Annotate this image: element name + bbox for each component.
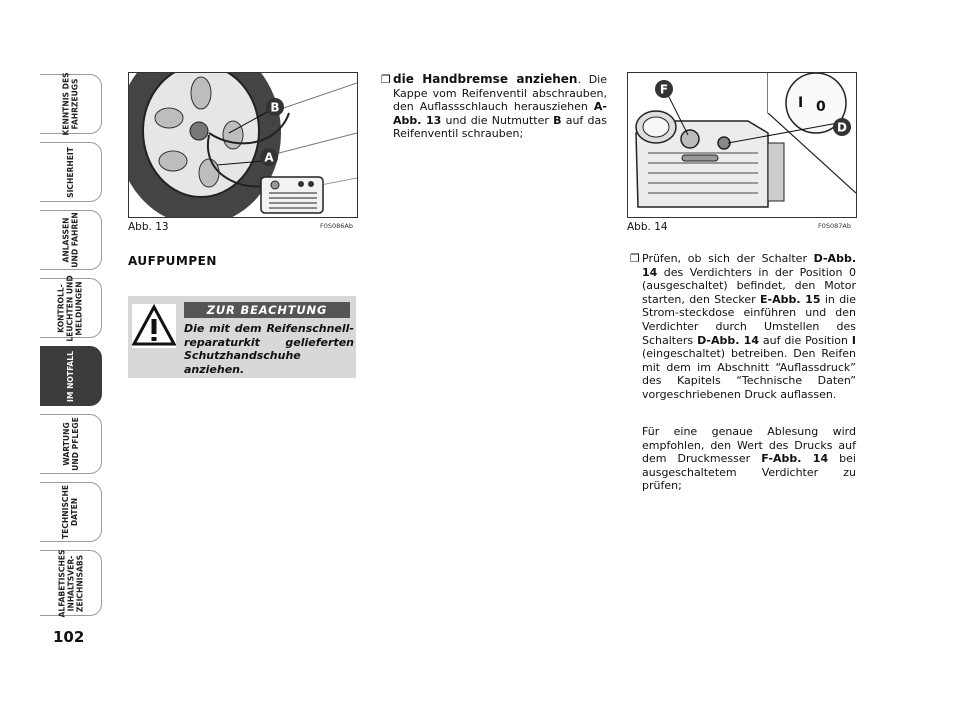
nav-tab-label: ALFABETISCHES INHALTSVER- ZEICHNISABS (57, 549, 85, 617)
text-run: und die Nutmutter (441, 113, 554, 127)
text-run: in die Strom-steckdose einführen und den Verdichter durch Umstellen des Schalters (642, 292, 856, 347)
nav-tab-index[interactable] (40, 550, 102, 616)
figure-reference: D-Abb. 14 (642, 252, 856, 279)
text-run: . Die Kappe vom Reifenventil abschrauben, den Auflassschlauch herausziehen (393, 73, 607, 114)
instruction-switch (630, 252, 856, 402)
nav-tab-label: WARTUNG UND PFLEGE (61, 417, 80, 471)
callout-a: A (264, 150, 274, 165)
callout-f: F (659, 82, 669, 97)
figure-reference: F-Abb. 14 (761, 452, 829, 466)
part-reference: B (553, 113, 562, 127)
checkbox-bullet-icon: ❒ (381, 73, 391, 86)
nav-tab-label: IM NOTFALL (65, 350, 75, 402)
page-number: 102 (53, 628, 85, 646)
callout-b: B (270, 100, 280, 115)
instruction-gauge (642, 425, 856, 493)
figure-reference: E-Abb. 15 (759, 292, 821, 306)
nav-tab-wartung[interactable] (40, 414, 102, 474)
switch-mark-on: I (798, 95, 804, 111)
text-run: bei ausgeschaltetem Verdichter zu prüfen; (642, 452, 856, 493)
text-run: (eingeschaltet) betreiben. Den Reifen mit dem im Abschnitt “Auflassdruck” des Kapitels “Technische Daten” vorgeschriebenen Druck auflassen. (642, 347, 856, 401)
section-heading: AUFPUMPEN (128, 254, 217, 268)
nav-tab-im-notfall[interactable] (40, 346, 102, 406)
warning-text-body: Die mit dem Reifenschnell-reparaturkit gelieferten Schutzhandschuhe anziehen. (184, 322, 354, 376)
figure-14-code: F0S087Ab (818, 222, 851, 230)
instruction-handbrake (381, 72, 607, 141)
figure-14-caption: Abb. 14 (627, 221, 668, 233)
warning-title: ZUR BEACHTUNG (184, 302, 350, 318)
warning-box (128, 296, 356, 378)
nav-tab-kenntnis[interactable] (40, 74, 102, 134)
switch-mark-off: 0 (816, 99, 826, 115)
figure-13-code: F0S086Ab (320, 222, 353, 230)
text-run: des Verdichters in der Position 0 (ausgeschaltet) befindet, den Motor starten, den Stecker (642, 265, 856, 306)
nav-tab-label: ANLASSEN UND FAHREN (61, 212, 80, 268)
nav-tab-technische-daten[interactable] (40, 482, 102, 542)
nav-tab-sicherheit[interactable] (40, 142, 102, 202)
instruction-handbrake-title: die Handbremse anziehen (393, 72, 578, 86)
nav-tab-label: TECHNISCHE DATEN (61, 484, 80, 540)
figure-14-image (627, 72, 857, 218)
nav-tab-label: SICHERHEIT (66, 146, 75, 198)
nav-tab-kontrollleuchten[interactable] (40, 274, 102, 342)
nav-tab-anlassen[interactable] (40, 210, 102, 270)
text-run: Für eine genaue Ablesung wird empfohlen, den Wert des Drucks auf dem Druckmesser (642, 425, 856, 466)
figure-13-image (128, 72, 358, 218)
figure-13-caption: Abb. 13 (128, 221, 169, 233)
text-run: auf das Reifenventil schrauben; (393, 113, 607, 141)
warning-text (132, 322, 354, 376)
figure-reference: A-Abb. 13 (393, 100, 607, 127)
nav-tab-label: KENNTNIS DES FAHRZEUGS (61, 72, 80, 136)
figure-reference: D-Abb. 14 (697, 333, 759, 347)
checkbox-bullet-icon: ❒ (630, 252, 640, 265)
position-reference: I (851, 333, 856, 347)
nav-tab-label: KONTROLL- LEUCHTEN UND MELDUNGEN (57, 274, 84, 342)
text-run: auf die Position (758, 333, 852, 347)
text-run: Prüfen, ob sich der Schalter (642, 252, 814, 265)
callout-d: D (837, 120, 847, 135)
